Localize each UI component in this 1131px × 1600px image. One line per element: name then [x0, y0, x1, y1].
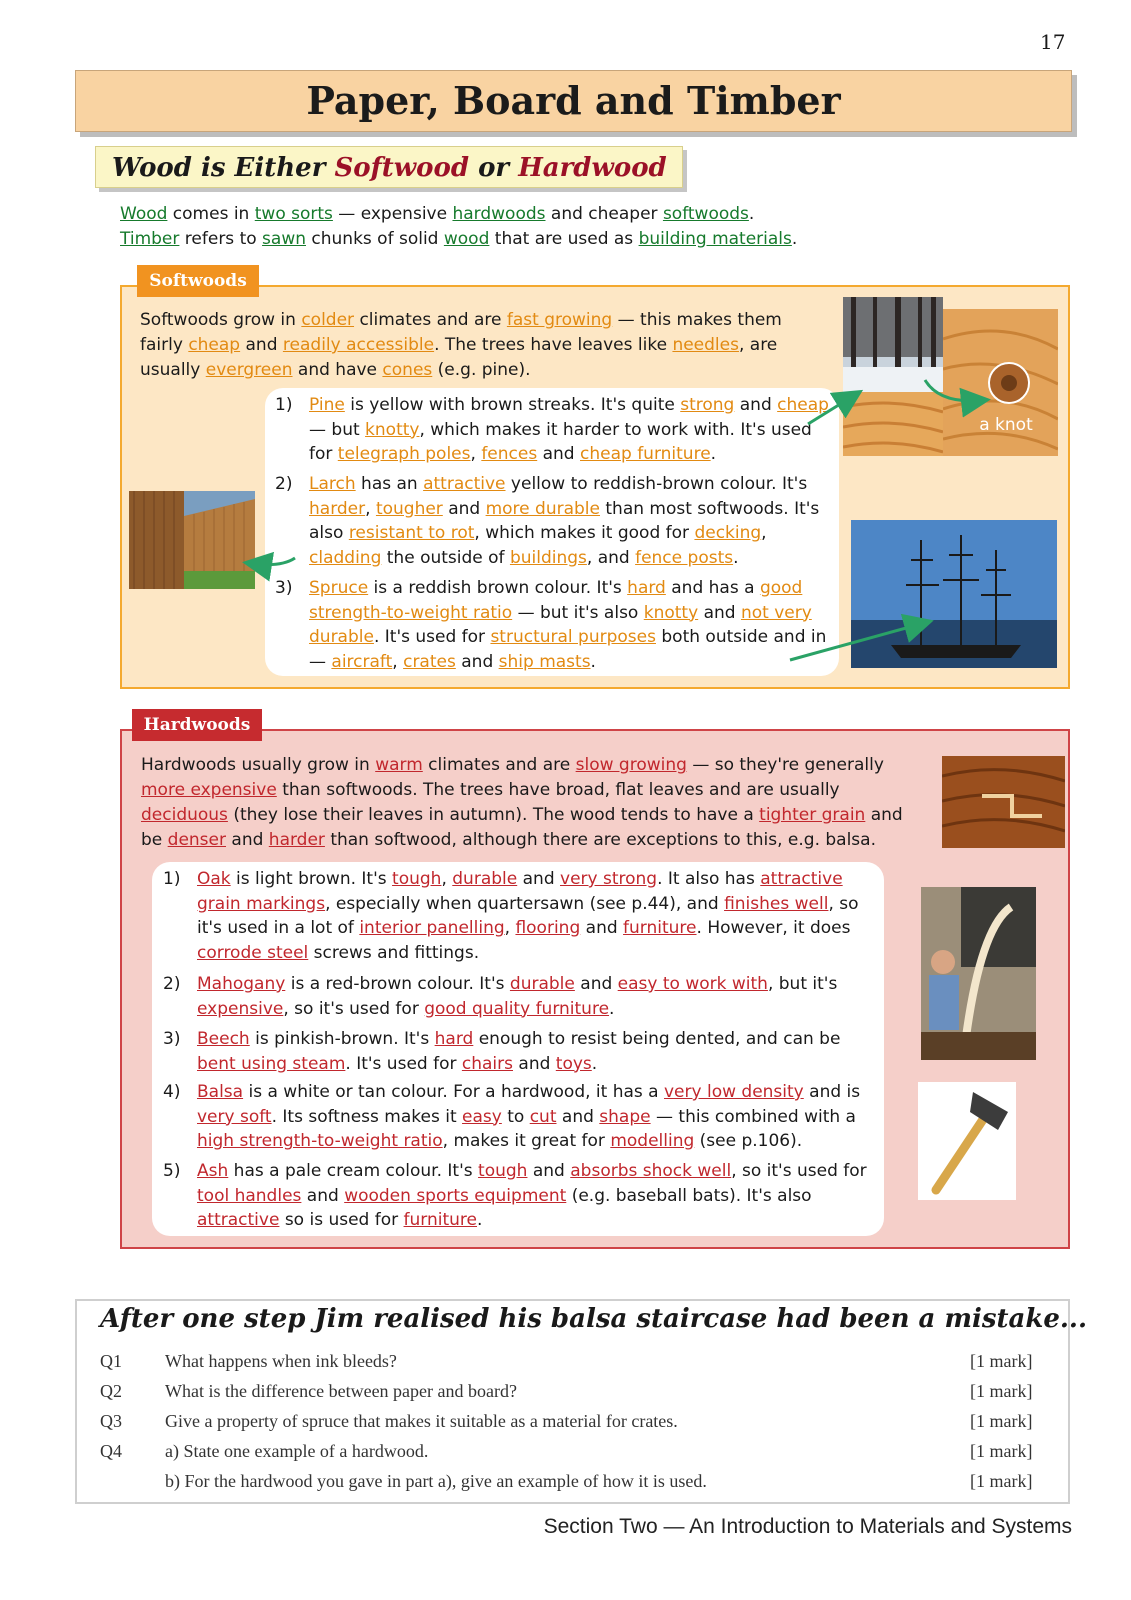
key-term: chairs: [461, 1053, 513, 1074]
text: and: [442, 498, 486, 519]
term: fast growing: [506, 310, 613, 330]
intro-paragraph: [120, 202, 1020, 252]
question-text: a) State one example of a hardwood.: [165, 1441, 429, 1461]
key-term: shape: [599, 1106, 651, 1127]
text: , and: [586, 547, 636, 568]
key-term: bent using steam: [197, 1053, 346, 1074]
item-text: [163, 1159, 875, 1233]
text: , which makes it good for: [474, 523, 695, 544]
term: Timber: [120, 229, 180, 249]
text: Softwoods grow in: [140, 310, 302, 330]
key-term: very strong: [560, 869, 658, 889]
question-mark: [1 mark]: [970, 1351, 1033, 1371]
subtitle-hardwood: Hardwood: [518, 153, 667, 183]
hardwood-item-oak: [163, 867, 875, 965]
key-term: furniture: [403, 1210, 478, 1231]
text: and: [226, 830, 269, 850]
text: . It also has: [657, 869, 761, 889]
text: than softwood, although there are exceptions to this, e.g. balsa.: [324, 830, 876, 850]
text: is pinkish-brown. It's: [249, 1029, 435, 1049]
item-number: 2): [163, 974, 181, 994]
text: , so it's used for: [731, 1161, 867, 1181]
softwoods-tag: Softwoods: [137, 265, 259, 297]
hardwoods-list: [152, 862, 884, 1236]
text: than softwoods. The trees have broad, flat leaves and are usually: [276, 780, 840, 800]
question-mark: [1 mark]: [970, 1441, 1033, 1461]
text: climates and are: [422, 755, 576, 775]
key-term: finishes well: [724, 893, 829, 914]
key-term: toys: [555, 1053, 592, 1074]
text: climates and are: [354, 310, 507, 330]
text: .: [791, 229, 798, 249]
key-term: tougher: [375, 498, 443, 519]
term: more expensive: [141, 780, 277, 800]
key-term: modelling: [610, 1131, 695, 1152]
key-term: Mahogany: [197, 974, 286, 994]
question-text: What is the difference between paper and board?: [165, 1381, 517, 1401]
item-number: 3): [163, 1029, 181, 1049]
item-number: 1): [163, 869, 181, 889]
key-term: crates: [403, 651, 456, 672]
term: cones: [382, 360, 433, 380]
text: .: [710, 444, 717, 465]
text: , but it's: [767, 974, 838, 994]
item-text: [275, 576, 831, 674]
item-number: 1): [275, 395, 293, 415]
text: — this combined with a: [650, 1106, 856, 1127]
text: is light brown. It's: [230, 869, 393, 889]
softwood-item-pine: [275, 393, 831, 467]
key-term: corrode steel: [197, 942, 309, 963]
term: evergreen: [205, 360, 293, 380]
key-term: telegraph poles: [337, 444, 471, 465]
key-term: Balsa: [197, 1082, 244, 1102]
text: screws and fittings.: [308, 942, 480, 963]
text: so is used for: [279, 1210, 404, 1231]
term: two sorts: [254, 204, 333, 224]
key-term: buildings: [509, 547, 587, 568]
term: cheap: [188, 335, 241, 355]
key-term: decking: [694, 523, 762, 544]
text: .: [748, 204, 755, 224]
ash-axe-photo: [918, 1082, 1016, 1200]
text: and: [698, 602, 741, 623]
pine-grain-photo: [843, 392, 943, 456]
intro-line-2: [120, 227, 1020, 252]
larch-cladding-photo: [129, 491, 255, 589]
item-number: 2): [275, 474, 293, 494]
softwoods-intro: [140, 308, 820, 383]
key-term: Oak: [197, 869, 231, 889]
tall-ship-photo: [851, 520, 1057, 668]
questions-heading: After one step Jim realised his balsa staircase had been a mistake...: [100, 1304, 1088, 1334]
question-mark: [1 mark]: [970, 1381, 1033, 1401]
text: (e.g. baseball bats). It's also: [566, 1185, 812, 1206]
term: softwoods: [662, 204, 749, 224]
hardwoods-intro: [141, 753, 926, 853]
key-term: interior panelling: [359, 918, 505, 939]
key-term: aircraft: [331, 651, 393, 672]
question-text: Give a property of spruce that makes it suitable as a material for crates.: [165, 1411, 678, 1431]
key-term: easy: [462, 1106, 502, 1127]
key-term: not very durable: [309, 602, 812, 648]
term: warm: [375, 755, 423, 775]
text: (e.g. pine).: [432, 360, 531, 380]
term: colder: [301, 310, 355, 330]
text: — so they're generally: [686, 755, 884, 775]
key-term: Pine: [309, 395, 345, 415]
text: ,: [392, 651, 404, 672]
softwood-item-larch: [275, 472, 831, 570]
key-term: very soft: [197, 1106, 272, 1127]
text: ,: [504, 918, 516, 939]
text: and: [574, 974, 618, 994]
text: , so it's used in a lot of: [197, 893, 859, 939]
text: and: [734, 395, 778, 415]
text: enough to resist being dented, and can be: [473, 1029, 841, 1049]
text: . However, it does: [696, 918, 851, 939]
text: than most softwoods. It's also: [309, 498, 820, 544]
term: Wood: [120, 204, 168, 224]
text: — but: [309, 419, 366, 440]
text: both outside and in —: [309, 627, 827, 672]
text: and: [556, 1106, 600, 1127]
text: .: [733, 547, 739, 568]
question-label: Q1: [100, 1351, 122, 1371]
item-text: [163, 867, 875, 965]
text: has an: [355, 474, 424, 494]
text: and: [240, 335, 283, 355]
key-term: more durable: [485, 498, 600, 519]
text: and: [580, 918, 624, 939]
subtitle-part1: Wood is Either: [112, 153, 335, 183]
key-term: resistant to rot: [348, 523, 475, 544]
text: ,: [441, 869, 453, 889]
item-number: 5): [163, 1161, 181, 1181]
text: (they lose their leaves in autumn). The wood tends to have a: [227, 805, 760, 825]
page-title: Paper, Board and Timber: [75, 70, 1072, 132]
key-term: cheap: [777, 395, 829, 415]
key-term: durable: [509, 974, 575, 994]
text: and: [513, 1053, 556, 1074]
text: , makes it great for: [442, 1131, 611, 1152]
text: — expensive: [332, 204, 453, 224]
key-term: expensive: [197, 998, 284, 1019]
key-term: knotty: [365, 419, 420, 440]
text: and: [527, 1161, 571, 1181]
item-text: [163, 1080, 875, 1154]
text: and: [301, 1185, 345, 1206]
text: Hardwoods usually grow in: [141, 755, 376, 775]
text: is yellow with brown streaks. It's quite: [344, 395, 681, 415]
pine-knot-photo: [943, 309, 1058, 456]
text: is a reddish brown colour. It's: [368, 578, 628, 598]
subtitle-mid: or: [469, 153, 519, 183]
key-term: hard: [627, 578, 666, 598]
text: and: [455, 651, 499, 672]
key-term: easy to work with: [617, 974, 768, 994]
key-term: cladding: [309, 547, 382, 568]
text: .: [477, 1210, 483, 1231]
text: .: [591, 1053, 598, 1074]
text: has a pale cream colour. It's: [228, 1161, 479, 1181]
text: , which makes it harder to work with. It's used for: [309, 419, 812, 465]
term: slow growing: [575, 755, 687, 775]
hardwood-item-beech: [163, 1027, 875, 1076]
subtitle-softwood: Softwood: [334, 153, 470, 183]
question-label: Q4: [100, 1441, 122, 1461]
text: — but it's also: [512, 602, 644, 623]
key-term: Beech: [197, 1029, 250, 1049]
item-text: [163, 972, 875, 1021]
key-term: fence posts: [635, 547, 734, 568]
text: and is: [803, 1082, 861, 1102]
term: hardwoods: [452, 204, 546, 224]
text: ,: [470, 444, 482, 465]
item-number: 3): [275, 578, 293, 598]
term: deciduous: [141, 805, 228, 825]
key-term: fences: [481, 444, 538, 465]
text: yellow to reddish-brown colour. It's: [505, 474, 808, 494]
text: and be: [141, 805, 903, 850]
text: . It's used for: [373, 627, 491, 648]
text: ,: [761, 523, 767, 544]
key-term: attractive: [423, 474, 506, 494]
key-term: tough: [478, 1161, 528, 1181]
key-term: harder: [309, 498, 366, 519]
text: — this makes them fairly: [140, 310, 782, 355]
term: readily accessible: [282, 335, 435, 355]
section-subtitle: [95, 146, 683, 188]
item-text: [163, 1027, 875, 1076]
text: comes in: [167, 204, 255, 224]
question-text: b) For the hardwood you gave in part a), give an example of how it is used.: [165, 1471, 707, 1491]
text: . The trees have leaves like: [434, 335, 673, 355]
intro-line-1: [120, 202, 1020, 227]
text: and: [517, 869, 561, 889]
key-term: good quality furniture: [424, 998, 610, 1019]
text: . Its softness makes it: [271, 1106, 463, 1127]
key-term: flooring: [515, 918, 581, 939]
key-term: Spruce: [309, 578, 369, 598]
oak-grain-photo: [942, 756, 1065, 848]
text: , so it's used for: [283, 998, 425, 1019]
text: and cheaper: [545, 204, 663, 224]
item-text: [275, 393, 831, 467]
softwoods-list: [265, 388, 839, 676]
term: wood: [443, 229, 490, 249]
key-term: attractive grain markings: [197, 869, 843, 914]
key-term: Larch: [309, 474, 356, 494]
key-term: cut: [529, 1106, 557, 1127]
text: ,: [365, 498, 376, 519]
item-text: [275, 472, 831, 570]
text: and have: [292, 360, 383, 380]
key-term: cheap furniture: [580, 444, 711, 465]
text: chunks of solid: [306, 229, 444, 249]
question-text: What happens when ink bleeds?: [165, 1351, 397, 1371]
question-mark: [1 mark]: [970, 1411, 1033, 1431]
footer-section-title: Section Two — An Introduction to Materials and Systems: [543, 1515, 1072, 1538]
text: .: [609, 998, 615, 1019]
term: needles: [672, 335, 739, 355]
term: denser: [167, 830, 226, 850]
question-label: Q3: [100, 1411, 122, 1431]
key-term: Ash: [197, 1161, 229, 1181]
key-term: wooden sports equipment: [344, 1185, 567, 1206]
text: (see p.106).: [694, 1131, 803, 1152]
key-term: very low density: [664, 1082, 804, 1102]
term: tighter grain: [759, 805, 866, 825]
text: , especially when quartersawn (see p.44), and: [325, 893, 725, 914]
term: sawn: [262, 229, 306, 249]
hardwood-item-mahogany: [163, 972, 875, 1021]
term: harder: [268, 830, 325, 850]
key-term: structural purposes: [490, 627, 656, 648]
key-term: tool handles: [197, 1185, 302, 1206]
key-term: attractive: [197, 1210, 280, 1231]
key-term: absorbs shock well: [570, 1161, 732, 1181]
key-term: hard: [434, 1029, 474, 1049]
key-term: good strength-to-weight ratio: [309, 578, 803, 623]
text: refers to: [179, 229, 263, 249]
beech-steam-bending-photo: [921, 887, 1036, 1060]
hardwood-item-balsa: [163, 1080, 875, 1154]
text: to: [501, 1106, 530, 1127]
text: . It's used for: [345, 1053, 462, 1074]
question-mark: [1 mark]: [970, 1471, 1033, 1491]
page-number: 17: [1040, 30, 1066, 54]
softwood-item-spruce: [275, 576, 831, 674]
hardwood-item-ash: [163, 1159, 875, 1233]
text: that are used as: [489, 229, 639, 249]
text: is a red-brown colour. It's: [285, 974, 510, 994]
key-term: strong: [680, 395, 735, 415]
question-label: Q2: [100, 1381, 122, 1401]
key-term: high strength-to-weight ratio: [197, 1131, 443, 1152]
snow-forest-photo: [843, 297, 943, 392]
key-term: knotty: [643, 602, 699, 623]
text: , are usually: [140, 335, 778, 380]
key-term: furniture: [623, 918, 697, 939]
text: is a white or tan colour. For a hardwood, it has a: [243, 1082, 664, 1102]
item-number: 4): [163, 1082, 181, 1102]
key-term: ship masts: [498, 651, 591, 672]
knot-label: a knot: [979, 415, 1033, 435]
hardwoods-tag: Hardwoods: [132, 709, 262, 741]
key-term: tough: [392, 869, 442, 889]
text: and: [537, 444, 580, 465]
text: .: [590, 651, 596, 672]
text: the outside of: [381, 547, 510, 568]
key-term: durable: [452, 869, 518, 889]
text: and has a: [665, 578, 760, 598]
term: building materials: [638, 229, 792, 249]
